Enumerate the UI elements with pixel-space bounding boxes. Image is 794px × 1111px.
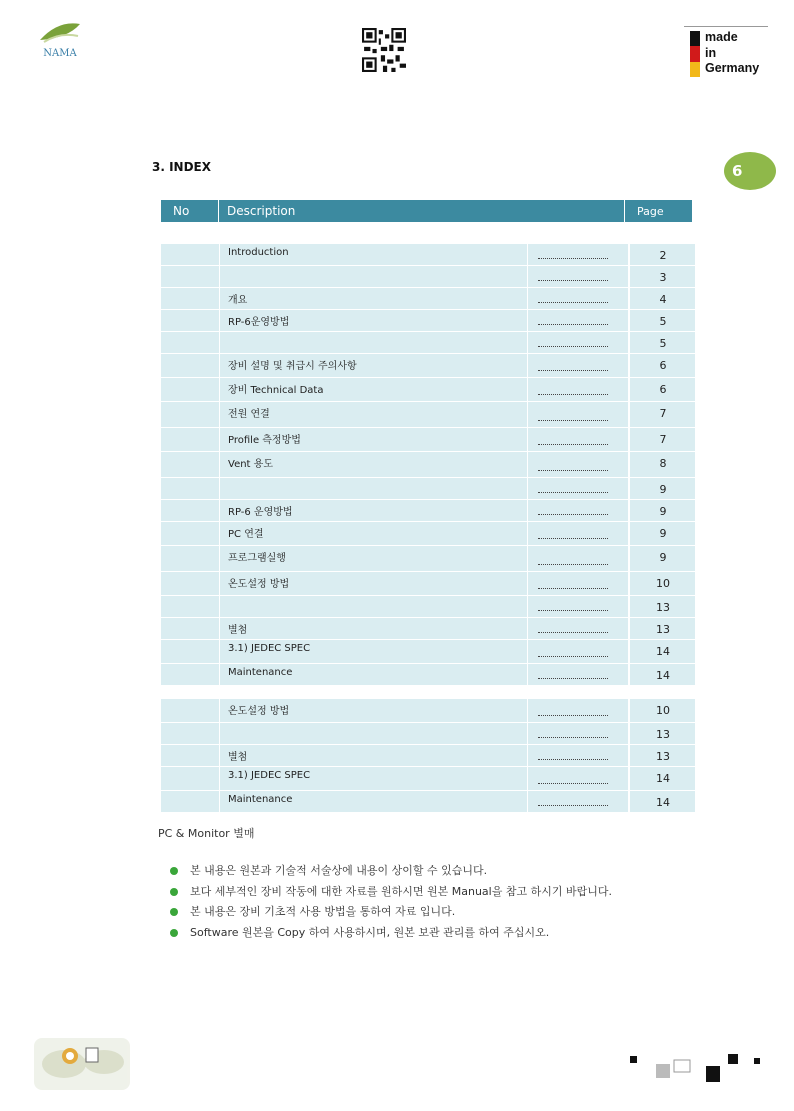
- header-description: Description: [227, 204, 296, 218]
- row-leader-dots: [528, 745, 628, 766]
- row-page-number: 9: [659, 505, 667, 518]
- row-leader-dots: [528, 378, 628, 401]
- table-row: [161, 402, 695, 428]
- row-no-cell: [161, 618, 220, 639]
- table-row: [161, 266, 695, 288]
- table-row: [161, 767, 695, 791]
- page-number-badge: 6: [724, 152, 776, 190]
- table-row: [161, 596, 695, 618]
- row-no-cell: [161, 266, 220, 287]
- world-map-icon: [34, 1038, 130, 1090]
- row-no-cell: [161, 596, 220, 617]
- table-row: [161, 745, 695, 767]
- row-no-cell: [161, 699, 220, 722]
- row-description: RP-6운영방법: [220, 310, 528, 331]
- row-no-cell: [161, 572, 220, 595]
- row-description: 온도설정 방법: [220, 572, 528, 595]
- row-page-number: 4: [659, 293, 667, 306]
- row-page-number: 6: [659, 383, 667, 396]
- footer-squares-icon: [624, 1050, 774, 1086]
- row-no-cell: [161, 745, 220, 766]
- row-description: Maintenance: [220, 664, 528, 685]
- row-no-cell: [161, 288, 220, 309]
- row-leader-dots: [528, 546, 628, 571]
- table-row: [161, 354, 695, 378]
- made-in-germany-badge: [684, 26, 768, 81]
- row-description: 장비 Technical Data: [220, 378, 528, 401]
- row-page-number: 7: [659, 433, 667, 446]
- toc-table: [161, 244, 695, 686]
- row-page-number: 14: [656, 772, 670, 785]
- row-no-cell: [161, 522, 220, 545]
- table-row: [161, 572, 695, 596]
- badge-line-germany: Germany: [705, 61, 760, 75]
- row-page-number: 8: [659, 457, 667, 470]
- row-leader-dots: [528, 640, 628, 663]
- leaf-logo-icon: [38, 18, 82, 44]
- row-page-number: 3: [659, 271, 667, 284]
- row-leader-dots: [528, 402, 628, 427]
- header-no: No: [173, 204, 190, 218]
- row-page-number: 6: [659, 359, 667, 372]
- table-row: [161, 522, 695, 546]
- row-leader-dots: [528, 699, 628, 722]
- row-description: 전원 연결: [220, 402, 528, 427]
- row-description: 별첨: [220, 745, 528, 766]
- row-no-cell: [161, 478, 220, 499]
- table-row: [161, 664, 695, 686]
- table-row: [161, 640, 695, 664]
- row-page-number: 7: [659, 407, 667, 420]
- row-page-number: 13: [656, 623, 670, 636]
- badge-line-in: in: [705, 45, 717, 60]
- row-description: Profile 측정방법: [220, 428, 528, 451]
- row-page-number: 5: [659, 337, 667, 350]
- notice-list: [170, 863, 612, 945]
- section-title: 3. INDEX: [152, 160, 212, 174]
- list-item: [170, 925, 612, 946]
- row-leader-dots: [528, 664, 628, 685]
- table-row: [161, 478, 695, 500]
- row-no-cell: [161, 332, 220, 353]
- bullet-icon: [170, 888, 178, 896]
- certification-logo: [34, 1038, 130, 1090]
- row-description: RP-6 운영방법: [220, 500, 528, 521]
- row-page-number: 13: [656, 601, 670, 614]
- bullet-icon: [170, 929, 178, 937]
- row-leader-dots: [528, 522, 628, 545]
- row-description: 별첨: [220, 618, 528, 639]
- footer-decoration: [624, 1050, 774, 1086]
- row-no-cell: [161, 723, 220, 744]
- row-page-number: 10: [656, 704, 670, 717]
- row-page-number: 9: [659, 527, 667, 540]
- bullet-icon: [170, 908, 178, 916]
- row-no-cell: [161, 354, 220, 377]
- row-page-number: 13: [656, 728, 670, 741]
- row-no-cell: [161, 791, 220, 812]
- row-description: PC 연결: [220, 522, 528, 545]
- bullet-icon: [170, 867, 178, 875]
- note-text: PC & Monitor 별매: [158, 827, 255, 840]
- row-no-cell: [161, 640, 220, 663]
- table-header: [161, 200, 692, 222]
- bullet-text: 본 내용은 장비 기초적 사용 방법을 통하여 자료 입니다.: [190, 905, 456, 918]
- row-description: 장비 설명 및 취급시 주의사항: [220, 354, 528, 377]
- list-item: [170, 884, 612, 905]
- row-leader-dots: [528, 288, 628, 309]
- row-description: Vent 용도: [220, 452, 528, 477]
- table-row: [161, 332, 695, 354]
- row-page-number: 14: [656, 796, 670, 809]
- row-no-cell: [161, 500, 220, 521]
- table-row: [161, 546, 695, 572]
- row-description: 개요: [220, 288, 528, 309]
- row-leader-dots: [528, 572, 628, 595]
- row-leader-dots: [528, 310, 628, 331]
- row-leader-dots: [528, 428, 628, 451]
- row-description: 3.1) JEDEC SPEC: [220, 767, 528, 790]
- row-leader-dots: [528, 596, 628, 617]
- row-no-cell: [161, 767, 220, 790]
- row-no-cell: [161, 402, 220, 427]
- row-leader-dots: [528, 618, 628, 639]
- row-page-number: 14: [656, 669, 670, 682]
- table-row: [161, 500, 695, 522]
- row-leader-dots: [528, 266, 628, 287]
- table-row: [161, 791, 695, 813]
- row-leader-dots: [528, 332, 628, 353]
- row-leader-dots: [528, 723, 628, 744]
- row-leader-dots: [528, 767, 628, 790]
- bullet-text: 보다 세부적인 장비 작동에 대한 자료를 원하시면 원본 Manual을 참고 하시기 바랍니다.: [190, 884, 612, 898]
- row-description: 온도설정 방법: [220, 699, 528, 722]
- row-no-cell: [161, 452, 220, 477]
- row-description: 프로그램실행: [220, 546, 528, 571]
- row-description: [220, 266, 528, 287]
- row-leader-dots: [528, 500, 628, 521]
- row-page-number: 9: [659, 483, 667, 496]
- row-no-cell: [161, 428, 220, 451]
- row-description: [220, 723, 528, 744]
- qr-code-icon: [362, 28, 406, 72]
- row-no-cell: [161, 378, 220, 401]
- table-row: [161, 428, 695, 452]
- row-page-number: 13: [656, 750, 670, 763]
- row-leader-dots: [528, 791, 628, 812]
- table-row: [161, 378, 695, 402]
- table-row: [161, 618, 695, 640]
- table-row: [161, 244, 695, 266]
- table-row: [161, 288, 695, 310]
- list-item: [170, 904, 612, 925]
- row-page-number: 2: [659, 249, 667, 262]
- row-no-cell: [161, 664, 220, 685]
- company-logo: [30, 18, 90, 66]
- bullet-text: Software 원본을 Copy 하여 사용하시며, 원본 보관 관리를 하여 주십시오.: [190, 925, 550, 939]
- toc-table-repeat: [161, 699, 695, 813]
- row-description: [220, 478, 528, 499]
- row-description: [220, 596, 528, 617]
- row-no-cell: [161, 546, 220, 571]
- row-no-cell: [161, 310, 220, 331]
- row-leader-dots: [528, 452, 628, 477]
- row-leader-dots: [528, 354, 628, 377]
- row-description: 3.1) JEDEC SPEC: [220, 640, 528, 663]
- table-row: [161, 310, 695, 332]
- row-description: Maintenance: [220, 791, 528, 812]
- row-description: [220, 332, 528, 353]
- bullet-text: 본 내용은 원본과 기술적 서술상에 내용이 상이할 수 있습니다.: [190, 864, 488, 877]
- table-row: [161, 452, 695, 478]
- german-flag-icon: [690, 31, 700, 77]
- row-page-number: 14: [656, 645, 670, 658]
- row-no-cell: [161, 244, 220, 265]
- row-description: Introduction: [220, 244, 528, 265]
- row-page-number: 5: [659, 315, 667, 328]
- list-item: [170, 863, 612, 884]
- row-leader-dots: [528, 478, 628, 499]
- table-row: [161, 723, 695, 745]
- logo-text: NAMA: [43, 48, 77, 59]
- table-row: [161, 699, 695, 723]
- row-page-number: 10: [656, 577, 670, 590]
- badge-line-made: made: [705, 30, 738, 44]
- row-leader-dots: [528, 244, 628, 265]
- row-page-number: 9: [659, 551, 667, 564]
- header-page: Page: [637, 205, 664, 218]
